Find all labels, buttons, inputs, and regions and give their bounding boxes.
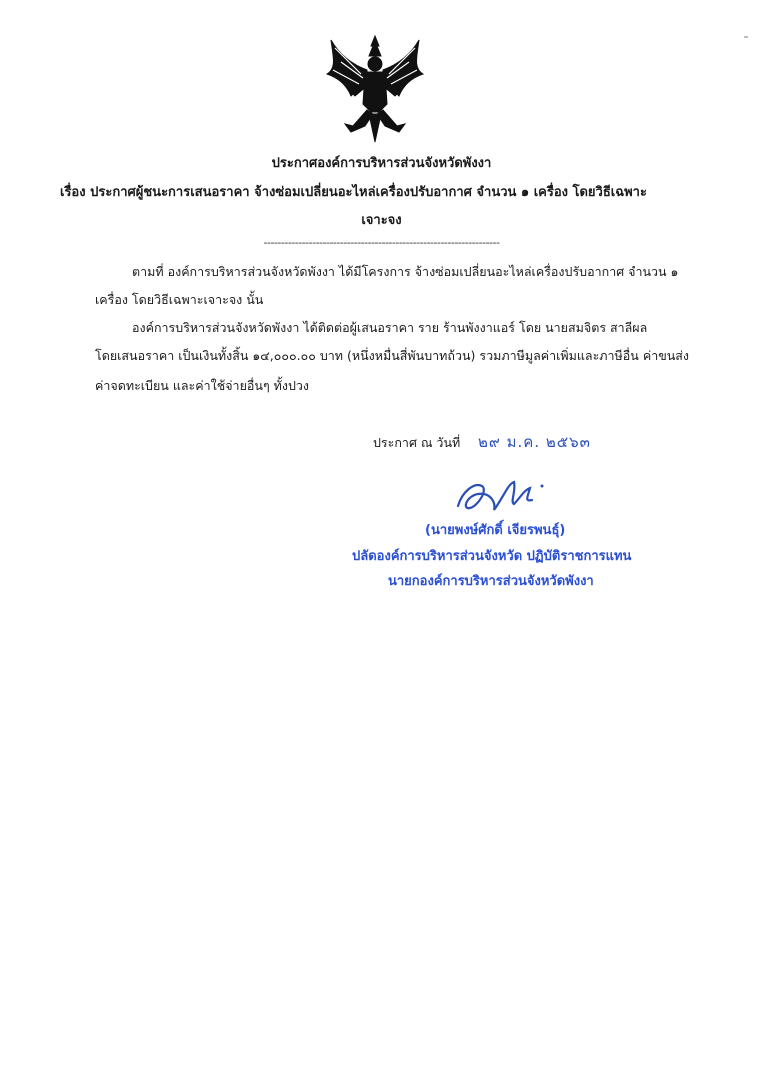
official-name-stamp: (นายพงษ์ศักดิ์ เจียรพนธุ์) (425, 523, 566, 538)
handwritten-date: ๒๙ ม.ค. ๒๕๖๓ (478, 433, 591, 451)
paragraph-2-line-2: โดยเสนอราคา เป็นเงินทั้งสิ้น ๑๔,๐๐๐.๐๐ บาท (หนึ่งหมื่นสี่พันบาทถ้วน) รวมภาษีมูลค่าเพิ่มและภาษีอื่น ค่าขนส่ง (95, 348, 690, 363)
paragraph-1-line-2: เครื่อง โดยวิธีเฉพาะเจาะจง นั้น (95, 292, 264, 307)
garuda-emblem-icon (321, 34, 429, 146)
paragraph-2-line-1: องค์การบริหารส่วนจังหวัดพังงา ได้ติดต่อผู้เสนอราคา ราย ร้านพังงาแอร์ โดย นายสมจิตร สาลีผล (132, 320, 648, 335)
paragraph-1-line-1: ตามที่ องค์การบริหารส่วนจังหวัดพังงา ได้มีโครงการ จ้างซ่อมเปลี่ยนอะไหล่เครื่องปรับอากาศ จำนวน ๑ (132, 264, 679, 279)
announcement-title: ประกาศองค์การบริหารส่วนจังหวัดพังงา (271, 156, 492, 171)
handwritten-signature (448, 472, 548, 518)
announcement-subject: เรื่อง ประกาศผู้ชนะการเสนอราคา จ้างซ่อมเปลี่ยนอะไหล่เครื่องปรับอากาศ จำนวน ๑ เครื่อง โดยวิธีเฉพาะ (60, 185, 647, 200)
announcement-subject-continued: เจาะจง (361, 213, 402, 228)
official-position-stamp-2: นายกองค์การบริหารส่วนจังหวัดพังงา (388, 574, 594, 589)
paragraph-2-line-3: ค่าจดทะเบียน และค่าใช้จ่ายอื่นๆ ทั้งปวง (95, 378, 310, 393)
separator-line: -------------------------------------------------------------------- (263, 236, 500, 249)
date-label: ประกาศ ณ วันที่ (373, 435, 461, 450)
scan-mark (744, 36, 748, 38)
official-position-stamp-1: ปลัดองค์การบริหารส่วนจังหวัด ปฏิบัติราชการแทน (352, 549, 632, 564)
